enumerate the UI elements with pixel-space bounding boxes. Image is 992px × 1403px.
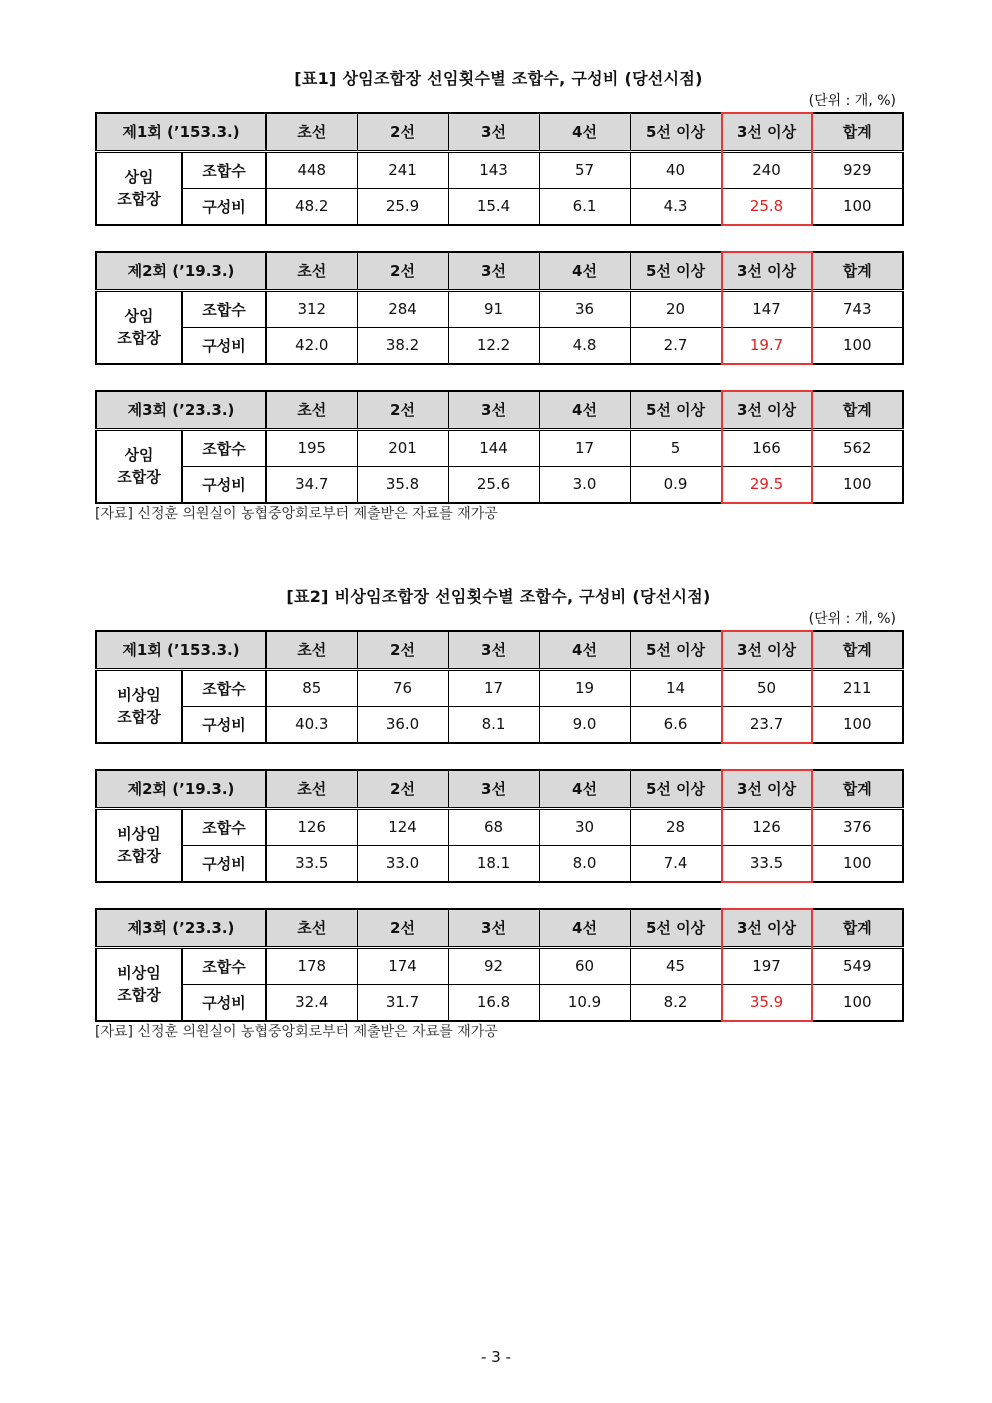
row-label-share: 구성비 <box>182 466 266 503</box>
column-header: 4선 <box>539 909 630 947</box>
column-header: 초선 <box>266 252 357 290</box>
count-cell: 562 <box>812 429 903 466</box>
column-header: 초선 <box>266 909 357 947</box>
group-label-line: 조합장 <box>117 986 161 1005</box>
period-label: 제1회 (’153.3.) <box>96 113 266 151</box>
group-label <box>96 947 182 1021</box>
column-header: 5선 이상 <box>630 770 721 808</box>
count-cell: 312 <box>266 290 357 327</box>
count-cell: 201 <box>357 429 448 466</box>
count-cell: 549 <box>812 947 903 984</box>
column-header: 5선 이상 <box>630 631 721 669</box>
share-cell: 25.6 <box>448 466 539 503</box>
stats-table <box>95 630 902 744</box>
group-label-line: 조합장 <box>117 847 161 866</box>
count-cell: 284 <box>357 290 448 327</box>
column-header: 4선 <box>539 113 630 151</box>
count-cell: 45 <box>630 947 721 984</box>
share-cell: 35.9 <box>721 984 812 1021</box>
count-cell: 126 <box>266 808 357 845</box>
count-cell: 124 <box>357 808 448 845</box>
row-label-share: 구성비 <box>182 984 266 1021</box>
row-label-count: 조합수 <box>182 808 266 845</box>
share-cell: 32.4 <box>266 984 357 1021</box>
table-row <box>96 808 903 845</box>
count-cell: 76 <box>357 669 448 706</box>
share-cell: 35.8 <box>357 466 448 503</box>
column-header: 초선 <box>266 113 357 151</box>
count-cell: 144 <box>448 429 539 466</box>
count-cell: 60 <box>539 947 630 984</box>
table-row <box>96 845 903 882</box>
group-label-line: 조합장 <box>117 190 161 209</box>
unit-note: (단위 : 개, %) <box>808 93 896 109</box>
count-cell: 85 <box>266 669 357 706</box>
count-cell: 126 <box>721 808 812 845</box>
count-cell: 197 <box>721 947 812 984</box>
column-header: 5선 이상 <box>630 391 721 429</box>
group-label-line: 조합장 <box>117 329 161 348</box>
count-cell: 17 <box>539 429 630 466</box>
share-cell: 8.1 <box>448 706 539 743</box>
group-label-line: 상임 <box>124 307 154 326</box>
stats-table <box>95 908 902 1022</box>
table-row <box>96 669 903 706</box>
table-header-row <box>96 909 903 947</box>
group-label-line: 비상임 <box>117 686 161 705</box>
column-header: 3선 이상 <box>721 631 812 669</box>
column-header: 합계 <box>812 391 903 429</box>
table-row <box>96 188 903 225</box>
column-header: 합계 <box>812 252 903 290</box>
source-note: [자료] 신정훈 의원실이 농협중앙회로부터 제출받은 자료를 재가공 <box>95 506 498 522</box>
count-cell: 166 <box>721 429 812 466</box>
column-header: 3선 <box>448 909 539 947</box>
source-note: [자료] 신정훈 의원실이 농협중앙회로부터 제출받은 자료를 재가공 <box>95 1024 498 1040</box>
count-cell: 91 <box>448 290 539 327</box>
stats-table <box>95 251 902 365</box>
table-section-2 <box>95 586 902 1042</box>
share-cell: 100 <box>812 188 903 225</box>
share-cell: 15.4 <box>448 188 539 225</box>
stats-table <box>95 390 902 504</box>
share-cell: 3.0 <box>539 466 630 503</box>
table-header-row <box>96 113 903 151</box>
share-cell: 23.7 <box>721 706 812 743</box>
row-label-share: 구성비 <box>182 706 266 743</box>
count-cell: 5 <box>630 429 721 466</box>
count-cell: 195 <box>266 429 357 466</box>
count-cell: 241 <box>357 151 448 188</box>
table-title: [표2] 비상임조합장 선임횟수별 조합수, 구성비 (당선시점) <box>286 587 711 606</box>
table-header-row <box>96 770 903 808</box>
count-cell: 174 <box>357 947 448 984</box>
count-cell: 147 <box>721 290 812 327</box>
period-label: 제2회 (’19.3.) <box>96 252 266 290</box>
share-cell: 38.2 <box>357 327 448 364</box>
column-header: 5선 이상 <box>630 909 721 947</box>
share-cell: 7.4 <box>630 845 721 882</box>
count-cell: 92 <box>448 947 539 984</box>
count-cell: 143 <box>448 151 539 188</box>
row-label-count: 조합수 <box>182 669 266 706</box>
share-cell: 0.9 <box>630 466 721 503</box>
column-header: 3선 <box>448 391 539 429</box>
count-cell: 36 <box>539 290 630 327</box>
column-header: 합계 <box>812 770 903 808</box>
share-cell: 8.0 <box>539 845 630 882</box>
unit-note: (단위 : 개, %) <box>808 611 896 627</box>
share-cell: 33.5 <box>721 845 812 882</box>
row-label-count: 조합수 <box>182 290 266 327</box>
column-header: 4선 <box>539 252 630 290</box>
group-label-line: 비상임 <box>117 964 161 983</box>
table-row <box>96 327 903 364</box>
count-cell: 17 <box>448 669 539 706</box>
group-label-line: 조합장 <box>117 468 161 487</box>
period-label: 제3회 (’23.3.) <box>96 391 266 429</box>
row-label-count: 조합수 <box>182 429 266 466</box>
group-label <box>96 669 182 743</box>
share-cell: 36.0 <box>357 706 448 743</box>
count-cell: 929 <box>812 151 903 188</box>
column-header: 3선 <box>448 252 539 290</box>
column-header: 3선 이상 <box>721 252 812 290</box>
share-cell: 29.5 <box>721 466 812 503</box>
count-cell: 40 <box>630 151 721 188</box>
count-cell: 19 <box>539 669 630 706</box>
column-header: 3선 <box>448 631 539 669</box>
share-cell: 25.9 <box>357 188 448 225</box>
share-cell: 8.2 <box>630 984 721 1021</box>
page-number: - 3 - <box>481 1348 511 1366</box>
share-cell: 34.7 <box>266 466 357 503</box>
column-header: 합계 <box>812 909 903 947</box>
share-cell: 2.7 <box>630 327 721 364</box>
count-cell: 50 <box>721 669 812 706</box>
share-cell: 48.2 <box>266 188 357 225</box>
column-header: 4선 <box>539 391 630 429</box>
column-header: 5선 이상 <box>630 252 721 290</box>
table-row <box>96 151 903 188</box>
share-cell: 10.9 <box>539 984 630 1021</box>
share-cell: 33.0 <box>357 845 448 882</box>
column-header: 3선 이상 <box>721 909 812 947</box>
group-label-line: 상임 <box>124 446 154 465</box>
table-header-row <box>96 252 903 290</box>
period-label: 제2회 (’19.3.) <box>96 770 266 808</box>
share-cell: 12.2 <box>448 327 539 364</box>
table-row <box>96 429 903 466</box>
share-cell: 42.0 <box>266 327 357 364</box>
share-cell: 33.5 <box>266 845 357 882</box>
column-header: 2선 <box>357 113 448 151</box>
count-cell: 30 <box>539 808 630 845</box>
share-cell: 100 <box>812 327 903 364</box>
count-cell: 20 <box>630 290 721 327</box>
period-label: 제3회 (’23.3.) <box>96 909 266 947</box>
column-header: 2선 <box>357 252 448 290</box>
group-label <box>96 808 182 882</box>
count-cell: 376 <box>812 808 903 845</box>
row-label-share: 구성비 <box>182 845 266 882</box>
share-cell: 16.8 <box>448 984 539 1021</box>
column-header: 3선 이상 <box>721 113 812 151</box>
share-cell: 100 <box>812 984 903 1021</box>
column-header: 2선 <box>357 909 448 947</box>
count-cell: 57 <box>539 151 630 188</box>
column-header: 4선 <box>539 631 630 669</box>
count-cell: 178 <box>266 947 357 984</box>
share-cell: 100 <box>812 706 903 743</box>
row-label-share: 구성비 <box>182 327 266 364</box>
share-cell: 40.3 <box>266 706 357 743</box>
column-header: 3선 이상 <box>721 391 812 429</box>
row-label-count: 조합수 <box>182 151 266 188</box>
share-cell: 6.1 <box>539 188 630 225</box>
column-header: 3선 이상 <box>721 770 812 808</box>
column-header: 5선 이상 <box>630 113 721 151</box>
row-label-count: 조합수 <box>182 947 266 984</box>
column-header: 초선 <box>266 631 357 669</box>
stats-table <box>95 769 902 883</box>
group-label <box>96 429 182 503</box>
share-cell: 6.6 <box>630 706 721 743</box>
column-header: 3선 <box>448 770 539 808</box>
share-cell: 19.7 <box>721 327 812 364</box>
share-cell: 4.8 <box>539 327 630 364</box>
table-row <box>96 947 903 984</box>
share-cell: 100 <box>812 466 903 503</box>
column-header: 3선 <box>448 113 539 151</box>
column-header: 2선 <box>357 631 448 669</box>
group-label <box>96 151 182 225</box>
group-label <box>96 290 182 364</box>
table-header-row <box>96 391 903 429</box>
count-cell: 448 <box>266 151 357 188</box>
share-cell: 31.7 <box>357 984 448 1021</box>
column-header: 4선 <box>539 770 630 808</box>
row-label-share: 구성비 <box>182 188 266 225</box>
group-label-line: 조합장 <box>117 708 161 727</box>
count-cell: 240 <box>721 151 812 188</box>
group-label-line: 상임 <box>124 168 154 187</box>
period-label: 제1회 (’153.3.) <box>96 631 266 669</box>
count-cell: 211 <box>812 669 903 706</box>
count-cell: 28 <box>630 808 721 845</box>
column-header: 초선 <box>266 770 357 808</box>
share-cell: 9.0 <box>539 706 630 743</box>
share-cell: 4.3 <box>630 188 721 225</box>
column-header: 합계 <box>812 113 903 151</box>
share-cell: 25.8 <box>721 188 812 225</box>
table-title: [표1] 상임조합장 선임횟수별 조합수, 구성비 (당선시점) <box>294 69 703 88</box>
table-row <box>96 466 903 503</box>
column-header: 2선 <box>357 770 448 808</box>
stats-table <box>95 112 902 226</box>
share-cell: 100 <box>812 845 903 882</box>
count-cell: 14 <box>630 669 721 706</box>
table-row <box>96 706 903 743</box>
share-cell: 18.1 <box>448 845 539 882</box>
column-header: 초선 <box>266 391 357 429</box>
table-section-1 <box>95 68 902 524</box>
count-cell: 743 <box>812 290 903 327</box>
group-label-line: 비상임 <box>117 825 161 844</box>
table-header-row <box>96 631 903 669</box>
table-row <box>96 290 903 327</box>
column-header: 합계 <box>812 631 903 669</box>
table-row <box>96 984 903 1021</box>
count-cell: 68 <box>448 808 539 845</box>
column-header: 2선 <box>357 391 448 429</box>
